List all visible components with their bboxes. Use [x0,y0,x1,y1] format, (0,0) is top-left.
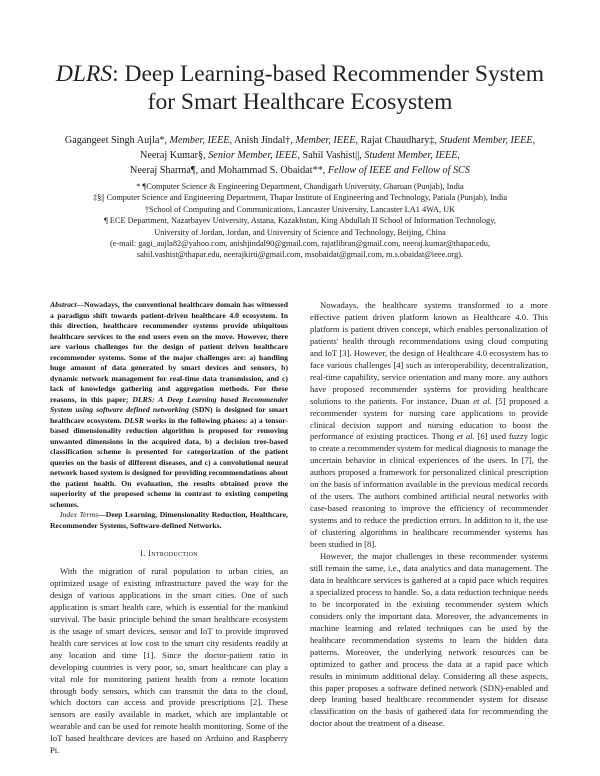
affiliation-block [14,181,586,261]
title-acronym: DLRS [55,61,113,87]
author-role: Fellow of IEEE and Fellow of SCS [327,165,470,176]
email-line: sahil.vashist@thapar.edu, neerajkirti@gmail.com, msobaidat@gmail.com, m.s.obaidat@ieee.org). [136,250,464,260]
abstract-text: works in the following phases: a) a tensor-based dimensionality reduction algorithm is proposed for removing unwanted dimensions in the acquired data, b) a decision tree-based classification scheme is presented for categorization of the patient queries on the basis of different diseases, and c) a convolutional neural network based system is designed for providing recommendations about the patient health. On evaluation, the results obtained prove the superiority of the proposed scheme in contrast to existing competing schemes. [50,415,288,509]
et-al: et al. [473,395,492,406]
section-title: Introduction [148,548,198,558]
author-line-2 [20,148,580,163]
email-line: (e-mail: gagi_aujla82@yahoo.com, anishjindal90@gmail.com, rajatlibran@gmail.com, neeraj.kumar@thapar.edu, [109,239,491,249]
author-role: Senior Member, IEEE, [208,150,300,161]
title-line-1-text: : Deep Learning-based Recommender System [112,61,545,87]
intro-paragraph: With the migration of rural population to urban cities, an optimized usage of existing infrastructure paved the way for the design of various applications in the smart cities. One of such application is smart health care, which is essential for the mankind survival. The basic principle behind the smart healthcare ecosystem is the usage of smart devices, sensor and IoT to provide improved health care services at low cost to the smart city residents readily at any location and time [1]. Since the doctor-patient ratio in developing countries is very poor, so, smart healthcare can play a vital role for monitoring patient health from a remote location through body sensors, which can transmit the data to the cloud, which doctors can access and provide prescriptions [2]. These sensors are easily available in market, which are implantable or wearable and can be used for remote health monitoring. Some of the IoT based healthcare devices are based on Arduino and Raspberry Pi. [50,566,288,756]
abstract-label: Abstract [50,300,77,309]
author-role: Student Member, IEEE, [439,135,536,146]
author-name: Sahil Vashist||, [299,150,365,161]
affiliation-line: ‡§|| Computer Science and Engineering Department, Thapar Institute of Engineering and Technology, Patiala (Punjab), India [92,193,508,203]
author-role: Member, IEEE, [169,135,233,146]
affiliation-line: * ¶Computer Science & Engineering Department, Chandigarh University, Gharuan (Punjab), India [136,182,464,191]
index-terms-text: —Deep Learning, Dimensionality Reduction, Healthcare, Recommender Systems, Software-defined Networks. [50,510,288,530]
abstract-text-italic: DLRS: A Deep Learning based Recommender System using software defined networking [50,394,288,414]
author-role: Student Member, IEEE, [364,150,460,161]
right-column [310,300,548,730]
affiliation-line: ¶ ECE Department, Nazarbayev University, Astana, Kazakhstan, King Abdullah II School of Information Technology, [104,216,496,226]
abstract-text: —Nowadays, the conventional healthcare domain has witnessed a paradigm shift towards patient-driven healthcare 4.0 ecosystem. In this direction, healthcare recommender systems provide ubiquitous healthcare services to the end users even on the move. However, there are various challenges for the design of patient driven healthcare recommender systems. Some of the major challenges are: a) handling huge amount of data generated by smart devices and sensors, b) dynamic network management for real-time data transmission, and c) lack of knowledge gathering and aggregation methods. For these reasons, in this paper; [50,300,288,404]
paper-title [40,60,560,116]
left-column [50,300,288,757]
author-line-3 [20,163,580,178]
abstract-text: (SDN) is designed for smart healthcare ecosystem. [50,405,288,425]
affiliation-line: †School of Computing and Communications, Lancaster University, Lancaster LA1 4WA, UK [144,204,456,214]
author-name: Gagangeet Singh Aujla*, [64,135,170,146]
author-role: Member, IEEE, [295,135,359,146]
body-paragraph [310,300,548,551]
section-number: I. [140,548,146,558]
title-line-1 [40,60,560,88]
index-terms [50,510,288,531]
abstract-text-italic: DLSR [124,415,144,425]
abstract [50,300,288,510]
section-heading [50,547,288,559]
author-name: Rajat Chaudhary‡, [358,135,440,146]
affiliation-line: University of Jordan, Jordan, and University of Science and Technology, Beijing, China [154,227,446,237]
et-al: et al. [456,431,475,442]
author-line-1 [20,133,580,148]
title-line-2: for Smart Healthcare Ecosystem [147,89,453,115]
author-name: Neeraj Sharma¶, and Mohammad S. Obaidat**, [130,165,328,176]
body-paragraph: However, the major challenges in these recommender systems still remain the same, i.e., data analytics and data management. The data in healthcare services is gathered at a rapid pace which requires a specialized process to handle. So, a data reduction technique needs to be incorporated in the existing recommender system which considers only the important data. Moreover, the advancements in machine learning and related techniques can be used by the healthcare recommendation systems to learn the hidden data patterns. Moreover, the underlying network resources can be optimized to gather and process the data at a rapid pace which results in minimum additional delay. Considering all these aspects, this paper proposes a software defined network (SDN)-enabled and deep leaning based healthcare recommender system for disease classification on the basis of gathered data for recommending the doctor about the treatment of a disease. [310,551,548,729]
paragraph-text: Nowadays, the healthcare systems transformed to a more effective patient driven platform known as Healthcare 4.0. This platform is patient driven concept, which enables personalization of patients' health through recommendations using cloud computing and IoT [3]. However, the design of Healthcare 4.0 ecosystem has to face various challenges [4] such as interoperability, decentralization, real-time capability, service orientation and many more. any authors have proposed recommender systems for providing healthcare solutions to the patients. For instance, Duan [310,300,548,406]
author-name: Neeraj Kumar§, [140,150,209,161]
paragraph-text: [6] used fuzzy logic to create a recommender system for medical diagnosis to manage the uncertain behavior in clinical experiences of the users. In [7], the authors proposed a framework for personalized clinical prescription on the basis of information available in the previous medical records of the users. The authors combined artificial neural networks with case-based reasoning to improve the efficiency of recommender systems and to reduce the prediction errors. In addition to it, the use of clustering algorithms in healthcare recommender systems has been studied in [8]. [310,431,549,550]
index-terms-label: Index Terms [60,510,99,519]
paragraph-text: [5] proposed a recommender system for nursing care applications to provide clinical decision support and nursing education to boost the performance of existing practices. Thong [310,395,548,442]
author-name: Anish Jindal†, [232,135,296,146]
author-block [20,133,580,178]
